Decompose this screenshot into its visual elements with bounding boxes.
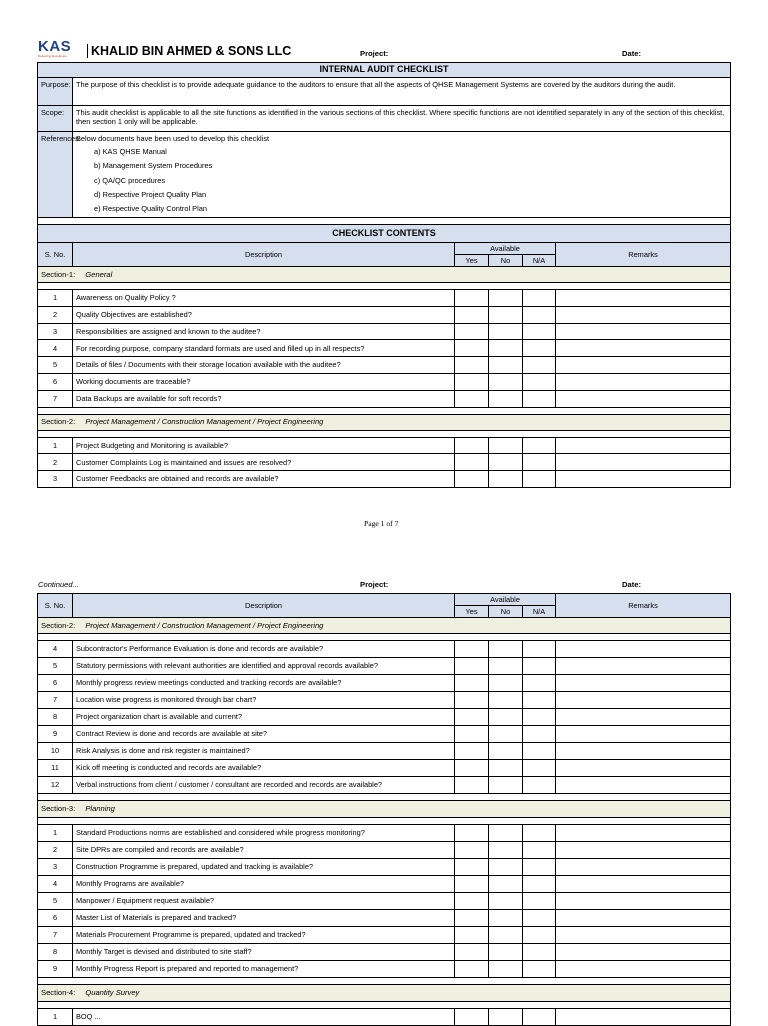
table-row — [38, 726, 731, 743]
remarks-cell[interactable] — [556, 323, 731, 340]
no-cell[interactable] — [489, 390, 523, 407]
col-sno: S. No. — [38, 594, 73, 618]
reference-item: a) KAS QHSE Manual — [94, 147, 167, 157]
purpose-text: The purpose of this checklist is to provide adequate guidance to the auditors to ensure that all the aspects of QHSE Management Systems are covered by the auditors during the audit. — [73, 78, 731, 106]
spacer — [38, 634, 731, 641]
yes-cell[interactable] — [455, 340, 489, 357]
table-row — [38, 373, 731, 390]
row-description: Monthly Target is devised and distributed to site staff? — [73, 944, 455, 961]
date-label: Date: — [622, 49, 641, 58]
no-cell[interactable] — [489, 927, 523, 944]
yes-cell[interactable] — [455, 910, 489, 927]
row-number: 4 — [38, 340, 73, 357]
row-number: 1 — [38, 1009, 73, 1026]
na-cell[interactable] — [523, 743, 556, 760]
no-cell[interactable] — [489, 859, 523, 876]
table-row — [38, 825, 731, 842]
na-cell[interactable] — [523, 454, 556, 471]
yes-cell[interactable] — [455, 944, 489, 961]
row-description: Working documents are traceable? — [73, 373, 455, 390]
remarks-cell[interactable] — [556, 842, 731, 859]
company-logo — [38, 40, 86, 64]
row-number: 2 — [38, 306, 73, 323]
na-cell[interactable] — [523, 709, 556, 726]
audit-checklist-page2 — [37, 593, 731, 1026]
yes-cell[interactable] — [455, 961, 489, 978]
section-header — [38, 985, 731, 1002]
na-cell[interactable] — [523, 842, 556, 859]
yes-cell[interactable] — [455, 675, 489, 692]
row-number: 9 — [38, 961, 73, 978]
remarks-cell[interactable] — [556, 658, 731, 675]
remarks-cell[interactable] — [556, 961, 731, 978]
remarks-cell[interactable] — [556, 927, 731, 944]
na-cell[interactable] — [523, 760, 556, 777]
yes-cell[interactable] — [455, 893, 489, 910]
yes-cell[interactable] — [455, 357, 489, 374]
yes-cell[interactable] — [455, 692, 489, 709]
table-row — [38, 454, 731, 471]
section-label: Section-2: — [41, 417, 76, 427]
row-number: 5 — [38, 658, 73, 675]
na-cell[interactable] — [523, 390, 556, 407]
references-intro: Below documents have been used to develop this checklist — [76, 134, 270, 143]
table-row — [38, 658, 731, 675]
date-label: Date: — [622, 580, 641, 589]
remarks-cell[interactable] — [556, 340, 731, 357]
na-cell[interactable] — [523, 944, 556, 961]
table-row — [38, 961, 731, 978]
spacer — [38, 1002, 731, 1009]
row-number: 6 — [38, 373, 73, 390]
row-description: Manpower / Equipment request available? — [73, 893, 455, 910]
table-row — [38, 390, 731, 407]
project-label: Project: — [360, 580, 389, 589]
no-cell[interactable] — [489, 290, 523, 307]
row-number: 5 — [38, 357, 73, 374]
purpose-label: Purpose: — [38, 78, 73, 106]
na-cell[interactable] — [523, 859, 556, 876]
row-description: Data Backups are available for soft records? — [73, 390, 455, 407]
reference-item: c) QA/QC procedures — [94, 175, 166, 185]
na-cell[interactable] — [523, 961, 556, 978]
col-description: Description — [73, 594, 455, 618]
reference-item: b) Management System Procedures — [94, 161, 213, 171]
remarks-cell[interactable] — [556, 390, 731, 407]
no-cell[interactable] — [489, 944, 523, 961]
no-cell[interactable] — [489, 454, 523, 471]
remarks-cell[interactable] — [556, 675, 731, 692]
row-description: Contract Review is done and records are available at site? — [73, 726, 455, 743]
row-description: Details of files / Documents with their storage location available with the auditee? — [73, 357, 455, 374]
no-cell[interactable] — [489, 743, 523, 760]
section-label: Section-2: — [41, 620, 76, 630]
row-number: 1 — [38, 290, 73, 307]
references-list — [90, 145, 727, 216]
remarks-cell[interactable] — [556, 825, 731, 842]
row-description: Monthly Programs are available? — [73, 876, 455, 893]
remarks-cell[interactable] — [556, 373, 731, 390]
spacer — [38, 407, 731, 414]
row-description: Location wise progress is monitored through bar chart? — [73, 692, 455, 709]
no-cell[interactable] — [489, 437, 523, 454]
row-description: Construction Programme is prepared, updated and tracking is available? — [73, 859, 455, 876]
table-row — [38, 760, 731, 777]
row-description: Responsibilities are assigned and known to the auditee? — [73, 323, 455, 340]
row-number: 6 — [38, 910, 73, 927]
section-header — [38, 618, 731, 634]
row-description: Awareness on Quality Policy ? — [73, 290, 455, 307]
remarks-cell[interactable] — [556, 641, 731, 658]
remarks-cell[interactable] — [556, 893, 731, 910]
remarks-cell[interactable] — [556, 471, 731, 488]
yes-cell[interactable] — [455, 373, 489, 390]
col-no: No — [489, 606, 523, 618]
row-number: 4 — [38, 641, 73, 658]
row-description: Kick off meeting is conducted and records are available? — [73, 760, 455, 777]
section-title: Project Management / Construction Management / Project Engineering — [85, 620, 324, 630]
no-cell[interactable] — [489, 842, 523, 859]
remarks-cell[interactable] — [556, 306, 731, 323]
remarks-cell[interactable] — [556, 743, 731, 760]
row-description: Risk Analysis is done and risk register is maintained? — [73, 743, 455, 760]
row-description: BOQ ... — [73, 1009, 455, 1026]
section-header — [38, 414, 731, 430]
yes-cell[interactable] — [455, 437, 489, 454]
row-description: Statutory permissions with relevant authorities are identified and approval records available? — [73, 658, 455, 675]
yes-cell[interactable] — [455, 825, 489, 842]
yes-cell[interactable] — [455, 454, 489, 471]
table-row — [38, 471, 731, 488]
table-row — [38, 859, 731, 876]
table-row — [38, 290, 731, 307]
table-row — [38, 743, 731, 760]
row-description: Project Budgeting and Monitoring is available? — [73, 437, 455, 454]
remarks-cell[interactable] — [556, 859, 731, 876]
yes-cell[interactable] — [455, 760, 489, 777]
row-description: Project organization chart is available and current? — [73, 709, 455, 726]
na-cell[interactable] — [523, 893, 556, 910]
yes-cell[interactable] — [455, 658, 489, 675]
row-description: Quality Objectives are established? — [73, 306, 455, 323]
table-row — [38, 876, 731, 893]
row-number: 1 — [38, 437, 73, 454]
table-row — [38, 340, 731, 357]
remarks-cell[interactable] — [556, 357, 731, 374]
no-cell[interactable] — [489, 340, 523, 357]
yes-cell[interactable] — [455, 859, 489, 876]
remarks-cell[interactable] — [556, 760, 731, 777]
row-description: Subcontractor's Performance Evaluation is done and records are available? — [73, 641, 455, 658]
continued-label: Continued... — [38, 580, 79, 589]
no-cell[interactable] — [489, 876, 523, 893]
table-row — [38, 437, 731, 454]
section-label: Section-3: — [41, 804, 76, 814]
contents-title: CHECKLIST CONTENTS — [38, 225, 731, 243]
remarks-cell[interactable] — [556, 910, 731, 927]
na-cell[interactable] — [523, 340, 556, 357]
remarks-cell[interactable] — [556, 944, 731, 961]
row-number: 7 — [38, 927, 73, 944]
row-number: 7 — [38, 692, 73, 709]
table-row — [38, 927, 731, 944]
no-cell[interactable] — [489, 675, 523, 692]
table-row — [38, 709, 731, 726]
scope-label: Scope: — [38, 106, 73, 132]
remarks-cell[interactable] — [556, 777, 731, 794]
na-cell[interactable] — [523, 927, 556, 944]
table-row — [38, 692, 731, 709]
yes-cell[interactable] — [455, 927, 489, 944]
row-description: For recording purpose, company standard formats are used and filled up in all respects? — [73, 340, 455, 357]
no-cell[interactable] — [489, 760, 523, 777]
section-title: Project Management / Construction Management / Project Engineering — [85, 417, 324, 427]
row-number: 3 — [38, 323, 73, 340]
na-cell[interactable] — [523, 306, 556, 323]
na-cell[interactable] — [523, 692, 556, 709]
section-header — [38, 801, 731, 818]
na-cell[interactable] — [523, 910, 556, 927]
yes-cell[interactable] — [455, 709, 489, 726]
project-label: Project: — [360, 49, 389, 58]
na-cell[interactable] — [523, 357, 556, 374]
table-row — [38, 893, 731, 910]
row-number: 3 — [38, 859, 73, 876]
na-cell[interactable] — [523, 1009, 556, 1026]
no-cell[interactable] — [489, 893, 523, 910]
row-description: Customer Complaints Log is maintained and issues are resolved? — [73, 454, 455, 471]
row-description: Monthly progress review meetings conducted and tracking records are available? — [73, 675, 455, 692]
col-sno: S. No. — [38, 243, 73, 267]
table-row — [38, 910, 731, 927]
remarks-cell[interactable] — [556, 709, 731, 726]
row-description: Customer Feedbacks are obtained and records are available? — [73, 471, 455, 488]
row-number: 8 — [38, 709, 73, 726]
no-cell[interactable] — [489, 910, 523, 927]
no-cell[interactable] — [489, 1009, 523, 1026]
section-title: Quantity Survey — [85, 988, 140, 998]
row-description: Verbal instructions from client / customer / consultant are recorded and records are available? — [73, 777, 455, 794]
yes-cell[interactable] — [455, 390, 489, 407]
row-description: Materials Procurement Programme is prepared, updated and tracked? — [73, 927, 455, 944]
remarks-cell[interactable] — [556, 876, 731, 893]
section-label: Section-1: — [41, 269, 76, 279]
col-description: Description — [73, 243, 455, 267]
na-cell[interactable] — [523, 641, 556, 658]
row-number: 9 — [38, 726, 73, 743]
na-cell[interactable] — [523, 373, 556, 390]
table-row — [38, 357, 731, 374]
na-cell[interactable] — [523, 658, 556, 675]
remarks-cell[interactable] — [556, 454, 731, 471]
col-remarks: Remarks — [556, 243, 731, 267]
table-row — [38, 675, 731, 692]
spacer — [38, 978, 731, 985]
yes-cell[interactable] — [455, 1009, 489, 1026]
reference-item: d) Respective Project Quality Plan — [94, 189, 207, 199]
table-row — [38, 306, 731, 323]
no-cell[interactable] — [489, 306, 523, 323]
references-cell — [73, 132, 731, 218]
col-available: Available — [455, 594, 556, 606]
row-number: 1 — [38, 825, 73, 842]
row-number: 6 — [38, 675, 73, 692]
remarks-cell[interactable] — [556, 437, 731, 454]
table-row — [38, 323, 731, 340]
section-header — [38, 267, 731, 283]
checklist-title: INTERNAL AUDIT CHECKLIST — [38, 63, 731, 78]
no-cell[interactable] — [489, 323, 523, 340]
row-number: 5 — [38, 893, 73, 910]
row-number: 3 — [38, 471, 73, 488]
spacer — [38, 818, 731, 825]
no-cell[interactable] — [489, 357, 523, 374]
row-number: 2 — [38, 842, 73, 859]
table-row — [38, 842, 731, 859]
no-cell[interactable] — [489, 692, 523, 709]
row-description: Standard Productions norms are established and considered while progress monitoring? — [73, 825, 455, 842]
no-cell[interactable] — [489, 709, 523, 726]
na-cell[interactable] — [523, 825, 556, 842]
col-available: Available — [455, 243, 556, 255]
no-cell[interactable] — [489, 471, 523, 488]
logo-text: KAS — [38, 38, 72, 55]
reference-item: e) Respective Quality Control Plan — [94, 204, 207, 214]
na-cell[interactable] — [523, 876, 556, 893]
table-row — [38, 777, 731, 794]
remarks-cell[interactable] — [556, 290, 731, 307]
yes-cell[interactable] — [455, 842, 489, 859]
table-row — [38, 1009, 731, 1026]
na-cell[interactable] — [523, 726, 556, 743]
remarks-cell[interactable] — [556, 1009, 731, 1026]
row-description: Monthly Progress Report is prepared and reported to management? — [73, 961, 455, 978]
na-cell[interactable] — [523, 323, 556, 340]
spacer — [38, 218, 731, 225]
col-na: N/A — [523, 255, 556, 267]
no-cell[interactable] — [489, 726, 523, 743]
yes-cell[interactable] — [455, 743, 489, 760]
yes-cell[interactable] — [455, 471, 489, 488]
na-cell[interactable] — [523, 437, 556, 454]
yes-cell[interactable] — [455, 306, 489, 323]
row-number: 12 — [38, 777, 73, 794]
remarks-cell[interactable] — [556, 726, 731, 743]
company-name: KHALID BIN AHMED & SONS LLC — [87, 44, 291, 58]
na-cell[interactable] — [523, 777, 556, 794]
logo-tagline: Delivering Excellence — [38, 54, 67, 58]
yes-cell[interactable] — [455, 777, 489, 794]
section-label: Section-4: — [41, 988, 76, 998]
row-description: Site DPRs are compiled and records are available? — [73, 842, 455, 859]
na-cell[interactable] — [523, 290, 556, 307]
col-yes: Yes — [455, 255, 489, 267]
spacer — [38, 283, 731, 290]
row-number: 8 — [38, 944, 73, 961]
page-number: Page 1 of 7 — [364, 519, 399, 528]
yes-cell[interactable] — [455, 876, 489, 893]
col-no: No — [489, 255, 523, 267]
remarks-cell[interactable] — [556, 692, 731, 709]
col-remarks: Remarks — [556, 594, 731, 618]
no-cell[interactable] — [489, 641, 523, 658]
scope-text: This audit checklist is applicable to all the site functions as identified in the various sections of this checklist. Where specific functions are not identified separately in any of the section of this checklist, then section 1 only will be applicable. — [73, 106, 731, 132]
yes-cell[interactable] — [455, 290, 489, 307]
yes-cell[interactable] — [455, 323, 489, 340]
col-yes: Yes — [455, 606, 489, 618]
row-number: 7 — [38, 390, 73, 407]
na-cell[interactable] — [523, 471, 556, 488]
spacer — [38, 794, 731, 801]
no-cell[interactable] — [489, 777, 523, 794]
row-description: Master List of Materials is prepared and tracked? — [73, 910, 455, 927]
col-na: N/A — [523, 606, 556, 618]
no-cell[interactable] — [489, 658, 523, 675]
references-label: References: — [38, 132, 73, 218]
no-cell[interactable] — [489, 373, 523, 390]
table-row — [38, 944, 731, 961]
table-row — [38, 641, 731, 658]
audit-checklist-page1 — [37, 62, 731, 488]
section-title: General — [85, 269, 113, 279]
spacer — [38, 430, 731, 437]
row-number: 2 — [38, 454, 73, 471]
na-cell[interactable] — [523, 675, 556, 692]
row-number: 10 — [38, 743, 73, 760]
no-cell[interactable] — [489, 825, 523, 842]
no-cell[interactable] — [489, 961, 523, 978]
row-number: 11 — [38, 760, 73, 777]
section-title: Planning — [85, 804, 115, 814]
yes-cell[interactable] — [455, 641, 489, 658]
row-number: 4 — [38, 876, 73, 893]
yes-cell[interactable] — [455, 726, 489, 743]
